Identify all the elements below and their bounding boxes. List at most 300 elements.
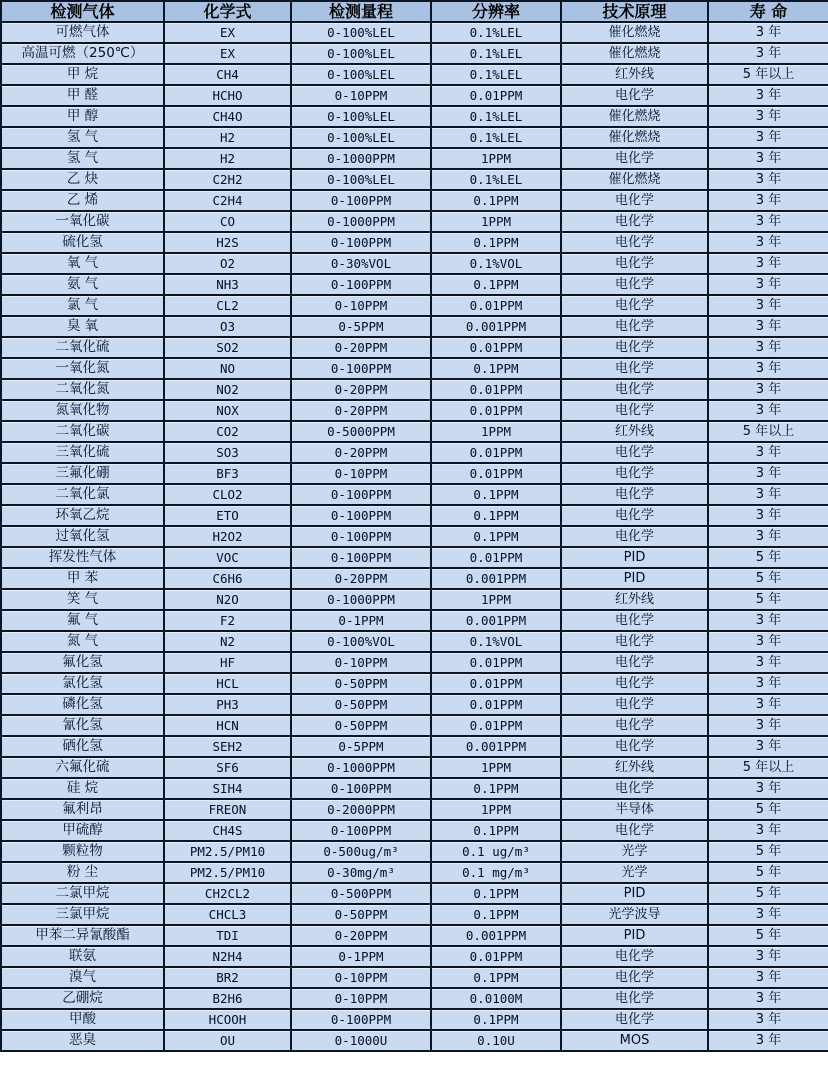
resolution-cell: 0.1%VOL (431, 631, 561, 652)
principle-cell: 红外线 (561, 421, 708, 442)
resolution-cell: 0.1%LEL (431, 43, 561, 64)
resolution-cell: 1PPM (431, 148, 561, 169)
principle-cell: 电化学 (561, 967, 708, 988)
formula-cell: PM2.5/PM10 (164, 862, 291, 883)
principle-cell: 电化学 (561, 211, 708, 232)
table-row (1, 841, 828, 862)
formula-cell: C2H4 (164, 190, 291, 211)
range-cell: 0-20PPM (291, 568, 431, 589)
range-cell: 0-100%LEL (291, 22, 431, 43)
principle-cell: 电化学 (561, 484, 708, 505)
gas-cell: 氨 气 (1, 274, 164, 295)
range-cell: 0-1000PPM (291, 148, 431, 169)
range-cell: 0-100PPM (291, 484, 431, 505)
formula-cell: HCHO (164, 85, 291, 106)
principle-cell: 半导体 (561, 799, 708, 820)
formula-cell: N2 (164, 631, 291, 652)
table-row (1, 652, 828, 673)
principle-cell: 电化学 (561, 274, 708, 295)
table-row (1, 610, 828, 631)
resolution-cell: 0.01PPM (431, 85, 561, 106)
principle-cell: 电化学 (561, 400, 708, 421)
column-header-resolution: 分辨率 (431, 1, 561, 22)
range-cell: 0-500PPM (291, 883, 431, 904)
lifespan-cell: 5 年 (708, 799, 828, 820)
principle-cell: 催化燃烧 (561, 22, 708, 43)
resolution-cell: 1PPM (431, 211, 561, 232)
lifespan-cell: 3 年 (708, 736, 828, 757)
lifespan-cell: 3 年 (708, 211, 828, 232)
table-row (1, 358, 828, 379)
range-cell: 0-100PPM (291, 1009, 431, 1030)
resolution-cell: 0.1PPM (431, 190, 561, 211)
lifespan-cell: 3 年 (708, 379, 828, 400)
formula-cell: EX (164, 43, 291, 64)
lifespan-cell: 3 年 (708, 652, 828, 673)
table-row (1, 253, 828, 274)
table-row (1, 904, 828, 925)
formula-cell: CO (164, 211, 291, 232)
principle-cell: 红外线 (561, 64, 708, 85)
lifespan-cell: 3 年 (708, 232, 828, 253)
principle-cell: 电化学 (561, 85, 708, 106)
resolution-cell: 0.01PPM (431, 337, 561, 358)
table-row (1, 589, 828, 610)
gas-cell: 甲酸 (1, 1009, 164, 1030)
table-row (1, 631, 828, 652)
resolution-cell: 0.001PPM (431, 610, 561, 631)
principle-cell: 电化学 (561, 715, 708, 736)
lifespan-cell: 3 年 (708, 715, 828, 736)
table-row (1, 988, 828, 1009)
resolution-cell: 0.001PPM (431, 316, 561, 337)
lifespan-cell: 3 年 (708, 169, 828, 190)
lifespan-cell: 5 年以上 (708, 64, 828, 85)
gas-cell: 六氟化硫 (1, 757, 164, 778)
formula-cell: SIH4 (164, 778, 291, 799)
resolution-cell: 0.1%LEL (431, 64, 561, 85)
formula-cell: BF3 (164, 463, 291, 484)
table-row (1, 295, 828, 316)
gas-cell: 硒化氢 (1, 736, 164, 757)
formula-cell: OU (164, 1030, 291, 1051)
range-cell: 0-10PPM (291, 652, 431, 673)
table-row (1, 757, 828, 778)
range-cell: 0-100%LEL (291, 169, 431, 190)
lifespan-cell: 5 年 (708, 841, 828, 862)
range-cell: 0-1000U (291, 1030, 431, 1051)
lifespan-cell: 3 年 (708, 673, 828, 694)
resolution-cell: 0.1%VOL (431, 253, 561, 274)
resolution-cell: 0.01PPM (431, 442, 561, 463)
table-row (1, 22, 828, 43)
table-row (1, 421, 828, 442)
formula-cell: O3 (164, 316, 291, 337)
table-row (1, 463, 828, 484)
lifespan-cell: 5 年 (708, 589, 828, 610)
table-row (1, 778, 828, 799)
formula-cell: PH3 (164, 694, 291, 715)
principle-cell: 红外线 (561, 589, 708, 610)
principle-cell: 电化学 (561, 631, 708, 652)
table-row (1, 190, 828, 211)
range-cell: 0-100%LEL (291, 43, 431, 64)
gas-cell: 氢 气 (1, 127, 164, 148)
range-cell: 0-100PPM (291, 232, 431, 253)
formula-cell: HCN (164, 715, 291, 736)
range-cell: 0-100%LEL (291, 106, 431, 127)
lifespan-cell: 3 年 (708, 526, 828, 547)
range-cell: 0-100PPM (291, 526, 431, 547)
resolution-cell: 0.1PPM (431, 358, 561, 379)
table-row (1, 1030, 828, 1051)
resolution-cell: 0.1PPM (431, 274, 561, 295)
resolution-cell: 0.1PPM (431, 484, 561, 505)
range-cell: 0-20PPM (291, 379, 431, 400)
principle-cell: 电化学 (561, 253, 708, 274)
principle-cell: 电化学 (561, 316, 708, 337)
gas-cell: 挥发性气体 (1, 547, 164, 568)
formula-cell: B2H6 (164, 988, 291, 1009)
table-row (1, 232, 828, 253)
lifespan-cell: 3 年 (708, 631, 828, 652)
range-cell: 0-10PPM (291, 988, 431, 1009)
gas-cell: 氮 气 (1, 631, 164, 652)
range-cell: 0-1000PPM (291, 211, 431, 232)
gas-cell: 联氨 (1, 946, 164, 967)
principle-cell: 电化学 (561, 358, 708, 379)
gas-cell: 氟利昂 (1, 799, 164, 820)
column-header-lifespan: 寿 命 (708, 1, 828, 22)
table-row (1, 43, 828, 64)
range-cell: 0-20PPM (291, 442, 431, 463)
gas-cell: 乙 烯 (1, 190, 164, 211)
column-header-gas: 检测气体 (1, 1, 164, 22)
gas-cell: 氟化氢 (1, 652, 164, 673)
range-cell: 0-30%VOL (291, 253, 431, 274)
table-row (1, 400, 828, 421)
resolution-cell: 1PPM (431, 421, 561, 442)
table-row (1, 526, 828, 547)
principle-cell: MOS (561, 1030, 708, 1051)
table-row (1, 148, 828, 169)
range-cell: 0-20PPM (291, 925, 431, 946)
resolution-cell: 0.01PPM (431, 946, 561, 967)
gas-cell: 甲 醇 (1, 106, 164, 127)
gas-cell: 氯化氢 (1, 673, 164, 694)
lifespan-cell: 3 年 (708, 295, 828, 316)
formula-cell: HF (164, 652, 291, 673)
range-cell: 0-1000PPM (291, 589, 431, 610)
principle-cell: 红外线 (561, 757, 708, 778)
table-row (1, 106, 828, 127)
lifespan-cell: 3 年 (708, 463, 828, 484)
gas-cell: 二氧化碳 (1, 421, 164, 442)
formula-cell: CH2CL2 (164, 883, 291, 904)
lifespan-cell: 5 年以上 (708, 757, 828, 778)
resolution-cell: 0.01PPM (431, 673, 561, 694)
lifespan-cell: 3 年 (708, 988, 828, 1009)
table-row (1, 946, 828, 967)
resolution-cell: 0.01PPM (431, 652, 561, 673)
principle-cell: 电化学 (561, 295, 708, 316)
resolution-cell: 0.01PPM (431, 715, 561, 736)
lifespan-cell: 3 年 (708, 694, 828, 715)
resolution-cell: 1PPM (431, 799, 561, 820)
formula-cell: N2H4 (164, 946, 291, 967)
resolution-cell: 0.1 mg/m³ (431, 862, 561, 883)
principle-cell: 电化学 (561, 778, 708, 799)
principle-cell: 光学波导 (561, 904, 708, 925)
range-cell: 0-30mg/m³ (291, 862, 431, 883)
table-row (1, 925, 828, 946)
formula-cell: PM2.5/PM10 (164, 841, 291, 862)
range-cell: 0-100PPM (291, 358, 431, 379)
formula-cell: F2 (164, 610, 291, 631)
formula-cell: C2H2 (164, 169, 291, 190)
lifespan-cell: 3 年 (708, 316, 828, 337)
gas-cell: 粉 尘 (1, 862, 164, 883)
lifespan-cell: 3 年 (708, 946, 828, 967)
range-cell: 0-100PPM (291, 820, 431, 841)
formula-cell: SO2 (164, 337, 291, 358)
table-row (1, 715, 828, 736)
principle-cell: 催化燃烧 (561, 127, 708, 148)
formula-cell: CH4O (164, 106, 291, 127)
formula-cell: TDI (164, 925, 291, 946)
principle-cell: 电化学 (561, 610, 708, 631)
gas-cell: 颗粒物 (1, 841, 164, 862)
lifespan-cell: 3 年 (708, 337, 828, 358)
gas-cell: 甲苯二异氰酸酯 (1, 925, 164, 946)
resolution-cell: 0.1 ug/m³ (431, 841, 561, 862)
resolution-cell: 0.1PPM (431, 778, 561, 799)
lifespan-cell: 3 年 (708, 484, 828, 505)
lifespan-cell: 5 年 (708, 547, 828, 568)
range-cell: 0-1PPM (291, 610, 431, 631)
table-row (1, 127, 828, 148)
resolution-cell: 0.1PPM (431, 904, 561, 925)
range-cell: 0-5000PPM (291, 421, 431, 442)
range-cell: 0-500ug/m³ (291, 841, 431, 862)
formula-cell: H2O2 (164, 526, 291, 547)
principle-cell: 电化学 (561, 526, 708, 547)
resolution-cell: 0.1PPM (431, 820, 561, 841)
principle-cell: PID (561, 547, 708, 568)
table-row (1, 442, 828, 463)
resolution-cell: 0.1%LEL (431, 22, 561, 43)
table-row (1, 337, 828, 358)
table-row (1, 967, 828, 988)
principle-cell: 电化学 (561, 442, 708, 463)
resolution-cell: 0.1PPM (431, 1009, 561, 1030)
resolution-cell: 0.1PPM (431, 526, 561, 547)
resolution-cell: 0.1%LEL (431, 106, 561, 127)
lifespan-cell: 3 年 (708, 43, 828, 64)
resolution-cell: 0.1PPM (431, 967, 561, 988)
table-row (1, 673, 828, 694)
principle-cell: 电化学 (561, 505, 708, 526)
principle-cell: 电化学 (561, 736, 708, 757)
lifespan-cell: 3 年 (708, 127, 828, 148)
gas-cell: 过氧化氢 (1, 526, 164, 547)
principle-cell: 催化燃烧 (561, 169, 708, 190)
formula-cell: HCOOH (164, 1009, 291, 1030)
gas-cell: 乙硼烷 (1, 988, 164, 1009)
resolution-cell: 0.10U (431, 1030, 561, 1051)
lifespan-cell: 3 年 (708, 274, 828, 295)
column-header-range: 检测量程 (291, 1, 431, 22)
gas-cell: 乙 炔 (1, 169, 164, 190)
gas-cell: 二氧化硫 (1, 337, 164, 358)
formula-cell: BR2 (164, 967, 291, 988)
resolution-cell: 0.1%LEL (431, 169, 561, 190)
table-row (1, 1009, 828, 1030)
principle-cell: 电化学 (561, 463, 708, 484)
gas-cell: 硫化氢 (1, 232, 164, 253)
gas-cell: 三氧化硫 (1, 442, 164, 463)
gas-table-body (1, 22, 828, 1051)
lifespan-cell: 3 年 (708, 505, 828, 526)
formula-cell: FREON (164, 799, 291, 820)
range-cell: 0-100PPM (291, 547, 431, 568)
principle-cell: 光学 (561, 862, 708, 883)
principle-cell: 电化学 (561, 148, 708, 169)
formula-cell: HCL (164, 673, 291, 694)
table-row (1, 169, 828, 190)
gas-cell: 溴气 (1, 967, 164, 988)
formula-cell: H2S (164, 232, 291, 253)
formula-cell: CH4 (164, 64, 291, 85)
formula-cell: SO3 (164, 442, 291, 463)
gas-cell: 二氧化氯 (1, 484, 164, 505)
formula-cell: CL2 (164, 295, 291, 316)
principle-cell: PID (561, 568, 708, 589)
range-cell: 0-100PPM (291, 778, 431, 799)
table-row (1, 820, 828, 841)
gas-cell: 氧 气 (1, 253, 164, 274)
lifespan-cell: 3 年 (708, 778, 828, 799)
gas-cell: 甲 醛 (1, 85, 164, 106)
principle-cell: 光学 (561, 841, 708, 862)
range-cell: 0-100PPM (291, 505, 431, 526)
range-cell: 0-100%LEL (291, 127, 431, 148)
principle-cell: 电化学 (561, 337, 708, 358)
range-cell: 0-10PPM (291, 463, 431, 484)
gas-cell: 二氧化氮 (1, 379, 164, 400)
gas-cell: 硅 烷 (1, 778, 164, 799)
formula-cell: EX (164, 22, 291, 43)
table-row (1, 211, 828, 232)
formula-cell: NOX (164, 400, 291, 421)
principle-cell: 电化学 (561, 694, 708, 715)
table-row (1, 316, 828, 337)
column-header-principle: 技术原理 (561, 1, 708, 22)
lifespan-cell: 3 年 (708, 358, 828, 379)
lifespan-cell: 3 年 (708, 1009, 828, 1030)
resolution-cell: 0.1%LEL (431, 127, 561, 148)
formula-cell: N2O (164, 589, 291, 610)
formula-cell: O2 (164, 253, 291, 274)
range-cell: 0-2000PPM (291, 799, 431, 820)
resolution-cell: 0.01PPM (431, 463, 561, 484)
table-row (1, 694, 828, 715)
range-cell: 0-50PPM (291, 673, 431, 694)
formula-cell: ETO (164, 505, 291, 526)
lifespan-cell: 3 年 (708, 610, 828, 631)
gas-cell: 甲 烷 (1, 64, 164, 85)
table-row (1, 274, 828, 295)
table-row (1, 379, 828, 400)
lifespan-cell: 3 年 (708, 22, 828, 43)
lifespan-cell: 3 年 (708, 106, 828, 127)
lifespan-cell: 3 年 (708, 148, 828, 169)
range-cell: 0-10PPM (291, 967, 431, 988)
range-cell: 0-5PPM (291, 736, 431, 757)
lifespan-cell: 3 年 (708, 400, 828, 421)
range-cell: 0-10PPM (291, 85, 431, 106)
lifespan-cell: 3 年 (708, 967, 828, 988)
lifespan-cell: 3 年 (708, 904, 828, 925)
range-cell: 0-20PPM (291, 400, 431, 421)
formula-cell: SF6 (164, 757, 291, 778)
principle-cell: 电化学 (561, 988, 708, 1009)
lifespan-cell: 3 年 (708, 442, 828, 463)
range-cell: 0-100%LEL (291, 64, 431, 85)
table-row (1, 547, 828, 568)
principle-cell: 催化燃烧 (561, 43, 708, 64)
table-row (1, 484, 828, 505)
lifespan-cell: 3 年 (708, 190, 828, 211)
resolution-cell: 0.01PPM (431, 379, 561, 400)
gas-cell: 一氧化氮 (1, 358, 164, 379)
table-row (1, 85, 828, 106)
gas-cell: 臭 氧 (1, 316, 164, 337)
principle-cell: 电化学 (561, 190, 708, 211)
lifespan-cell: 3 年 (708, 253, 828, 274)
range-cell: 0-100PPM (291, 190, 431, 211)
range-cell: 0-50PPM (291, 904, 431, 925)
gas-cell: 高温可燃（250℃） (1, 43, 164, 64)
table-row (1, 505, 828, 526)
gas-cell: 一氧化碳 (1, 211, 164, 232)
lifespan-cell: 5 年 (708, 862, 828, 883)
gas-cell: 环氧乙烷 (1, 505, 164, 526)
resolution-cell: 0.1PPM (431, 232, 561, 253)
lifespan-cell: 5 年 (708, 568, 828, 589)
principle-cell: 催化燃烧 (561, 106, 708, 127)
range-cell: 0-1000PPM (291, 757, 431, 778)
gas-cell: 氰化氢 (1, 715, 164, 736)
lifespan-cell: 3 年 (708, 1030, 828, 1051)
table-row (1, 736, 828, 757)
gas-cell: 三氯甲烷 (1, 904, 164, 925)
resolution-cell: 0.0100M (431, 988, 561, 1009)
formula-cell: CO2 (164, 421, 291, 442)
principle-cell: 电化学 (561, 673, 708, 694)
principle-cell: 电化学 (561, 946, 708, 967)
principle-cell: 电化学 (561, 820, 708, 841)
resolution-cell: 0.001PPM (431, 568, 561, 589)
gas-cell: 笑 气 (1, 589, 164, 610)
gas-cell: 氢 气 (1, 148, 164, 169)
range-cell: 0-100%VOL (291, 631, 431, 652)
table-row (1, 799, 828, 820)
lifespan-cell: 5 年 (708, 925, 828, 946)
table-row (1, 64, 828, 85)
formula-cell: NO2 (164, 379, 291, 400)
gas-cell: 二氯甲烷 (1, 883, 164, 904)
